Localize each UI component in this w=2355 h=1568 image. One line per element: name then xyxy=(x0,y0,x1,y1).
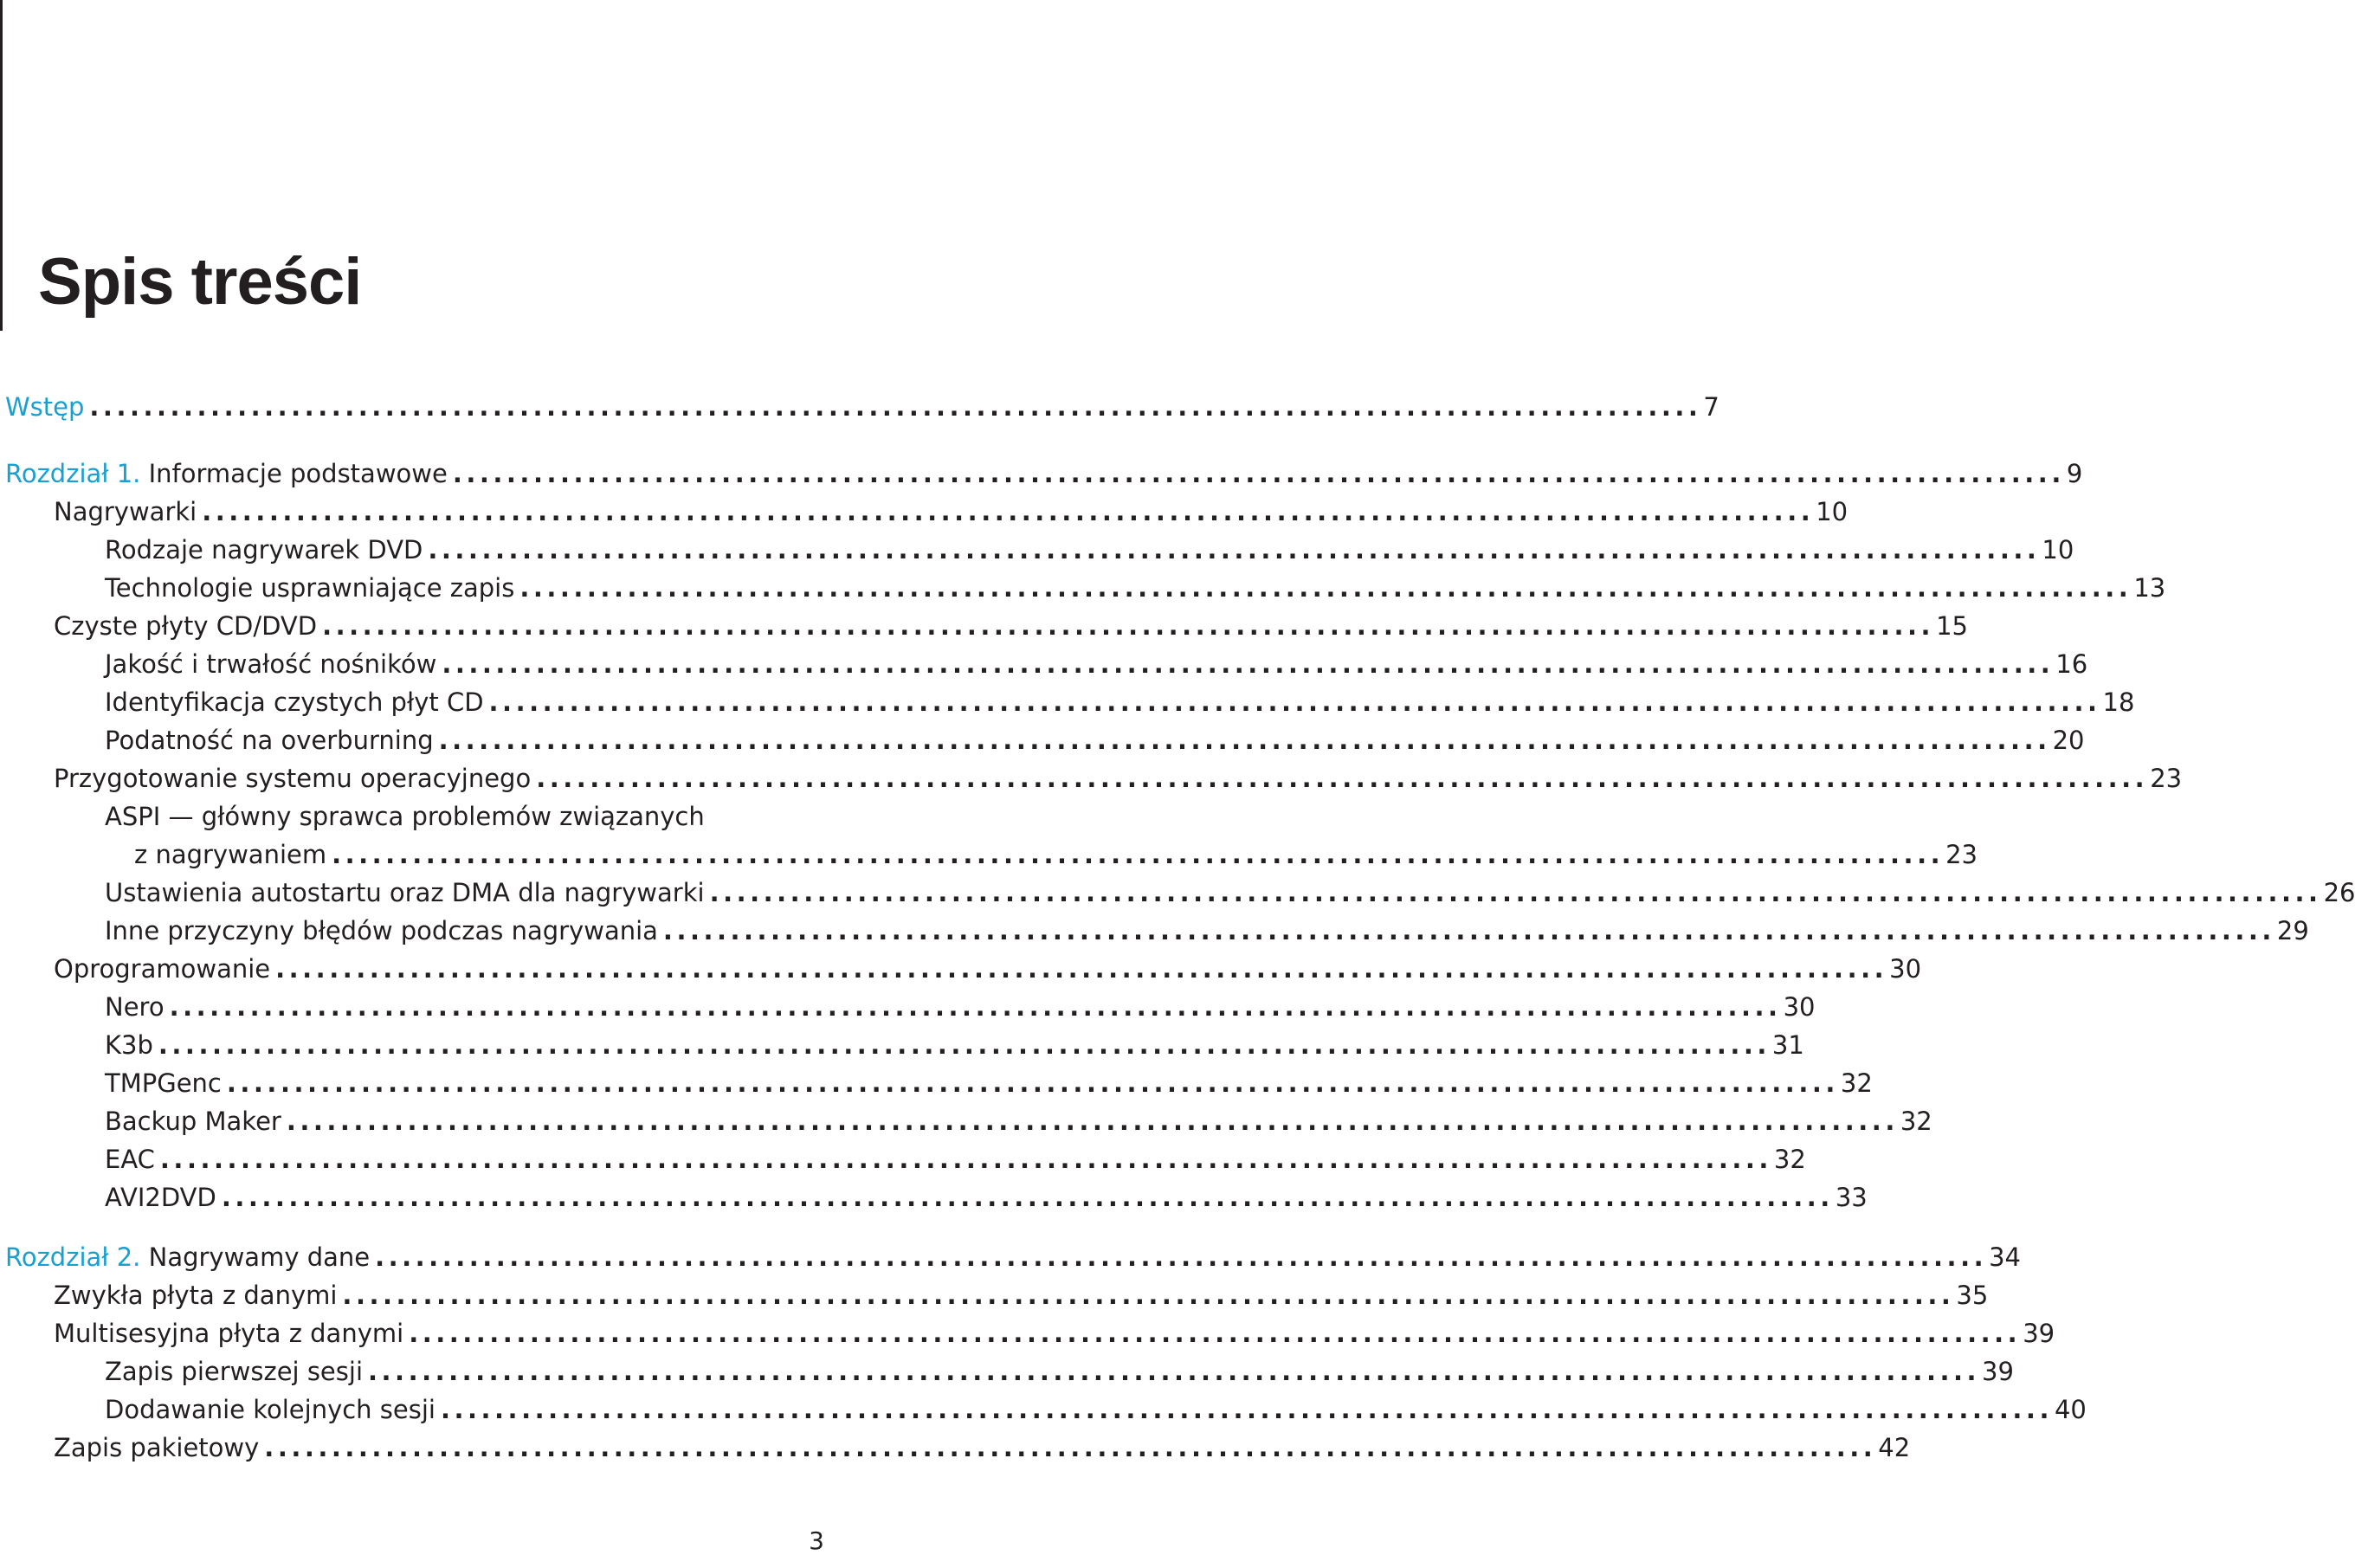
toc-page-number: 35 xyxy=(1956,1281,1989,1310)
toc-page-number: 30 xyxy=(1889,954,1922,984)
toc-leader-dots: ........................................................................................................................ xyxy=(159,1145,1772,1174)
toc-page-number: 18 xyxy=(2102,687,2135,717)
toc-entry-text: TMPGenc xyxy=(105,1068,222,1098)
toc-leader-dots: ........................................................................................................................ xyxy=(428,535,2041,565)
toc-entry xyxy=(105,1145,1806,1174)
toc-page-number: 23 xyxy=(2150,764,2183,793)
toc-entry-text: Czyste płyty CD/DVD xyxy=(54,611,318,641)
toc-page-number: 31 xyxy=(1771,1030,1804,1060)
toc-entry xyxy=(134,840,1978,869)
toc-entry-title xyxy=(54,611,322,641)
toc-entry-title xyxy=(5,1242,375,1272)
toc-leader-dots: ........................................................................................................................ xyxy=(89,392,1702,422)
toc-entry-text: Ustawienia autostartu oraz DMA dla nagrywarki xyxy=(105,878,705,907)
toc-page-number: 10 xyxy=(2042,535,2074,565)
toc-leader-dots: ........................................................................................................................ xyxy=(221,1183,1834,1212)
toc-entry-text: AVI2DVD xyxy=(105,1183,216,1212)
toc-entry xyxy=(54,611,1968,641)
toc-entry xyxy=(105,687,2135,717)
toc-leader-dots: ........................................................................................................................ xyxy=(536,764,2149,793)
toc-entry xyxy=(54,1319,2055,1348)
toc-entry-title xyxy=(105,1185,222,1210)
toc-leader-dots: ........................................................................................................................ xyxy=(342,1281,1955,1310)
toc-entry-text: EAC xyxy=(105,1145,155,1174)
toc-leader-dots: ........................................................................................................................ xyxy=(275,954,1888,984)
toc-entry-title xyxy=(105,1068,227,1098)
toc-entry xyxy=(105,804,826,829)
toc-leader-dots: ........................................................................................................................ xyxy=(442,649,2055,679)
toc-entry-title xyxy=(54,1283,342,1308)
toc-entry xyxy=(105,573,2166,603)
toc-entry-title xyxy=(105,804,710,829)
toc-entry-title xyxy=(134,842,332,868)
toc-entry xyxy=(5,392,1719,422)
toc-page-number: 23 xyxy=(1945,840,1978,869)
toc-entry-title xyxy=(54,497,202,526)
toc-entry-text: Zwykła płyta z danymi xyxy=(54,1281,338,1310)
toc-page-number: 30 xyxy=(1783,992,1816,1022)
toc-leader-dots: ........................................................................................................................ xyxy=(409,1319,2022,1348)
toc-entry xyxy=(105,649,2088,679)
toc-entry-text: K3b xyxy=(105,1030,153,1060)
toc-entry xyxy=(105,1030,1804,1060)
toc-entry-text: Oprogramowanie xyxy=(54,954,271,984)
toc-entry-title xyxy=(105,1030,158,1060)
toc-entry-title xyxy=(54,1433,264,1462)
toc-entry-title xyxy=(105,687,489,717)
toc-entry xyxy=(105,1183,1868,1212)
toc-page-number: 16 xyxy=(2055,649,2088,679)
toc-page-number: 13 xyxy=(2133,573,2166,603)
toc-entry xyxy=(105,535,2074,565)
toc-entry xyxy=(105,878,2355,907)
toc-leader-dots: ........................................................................................................................ xyxy=(375,1242,1988,1272)
toc-entry-title xyxy=(5,461,453,487)
toc-entry-prefix: Wstęp xyxy=(5,392,85,422)
toc-entry-text: Zapis pierwszej sesji xyxy=(105,1357,364,1386)
toc-leader-dots: ........................................................................................................................ xyxy=(202,497,1815,526)
toc-entry xyxy=(54,764,2183,793)
toc-page-number: 32 xyxy=(1773,1145,1806,1174)
toc-leader-dots: ........................................................................................................................ xyxy=(169,992,1782,1022)
toc-leader-dots: ........................................................................................................................ xyxy=(322,611,1935,641)
toc-entry-title xyxy=(54,1321,409,1346)
toc-entry-title xyxy=(105,1397,441,1423)
toc-entry-title xyxy=(5,392,89,422)
toc-entry-title xyxy=(105,878,710,907)
toc-entry-title xyxy=(105,573,519,603)
toc-entry-title xyxy=(105,916,663,945)
toc-page-number: 34 xyxy=(1989,1242,2022,1272)
toc-entry xyxy=(54,1281,1989,1310)
toc-page-number: 15 xyxy=(1936,611,1968,641)
toc-leader-dots: ........................................................................................................................ xyxy=(226,1068,1839,1098)
toc-page-number: 40 xyxy=(2054,1395,2087,1424)
toc-entry xyxy=(105,1068,1873,1098)
toc-leader-dots: ........................................................................................................................ xyxy=(452,459,2065,488)
toc-entry-text: Identyfikacja czystych płyt CD xyxy=(105,687,484,717)
toc-entry-title xyxy=(54,954,275,984)
toc-entry xyxy=(105,992,1816,1022)
toc-entry xyxy=(105,1107,1932,1136)
toc-entry-title xyxy=(105,728,439,753)
toc-leader-dots: ........................................................................................................................ xyxy=(332,840,1945,869)
toc-page-number: 29 xyxy=(2276,916,2309,945)
toc-page-number: 10 xyxy=(1816,497,1849,526)
toc-entry-text: z nagrywaniem xyxy=(134,840,327,869)
toc-entry-text: Informacje podstawowe xyxy=(140,459,448,488)
toc-entry-text: Nagrywamy dane xyxy=(140,1242,371,1272)
toc-page-number: 9 xyxy=(2066,459,2083,488)
toc-leader-dots: ........................................................................................................................ xyxy=(488,687,2101,717)
toc-leader-dots: ........................................................................................................................ xyxy=(158,1030,1771,1060)
toc-page-number: 7 xyxy=(1703,392,1719,422)
toc-entry-text: Inne przyczyny błędów podczas nagrywania xyxy=(105,916,658,945)
toc-entry-prefix: Rozdział 1. xyxy=(5,459,141,488)
toc-entry-text: Podatność na overburning xyxy=(105,726,434,755)
toc-entry-title xyxy=(54,766,536,791)
toc-entry xyxy=(54,954,1922,984)
toc-entry xyxy=(105,916,2309,945)
toc-entry-title xyxy=(105,649,442,679)
toc-entry xyxy=(105,726,2085,755)
toc-page-number: 39 xyxy=(1982,1357,2014,1386)
toc-leader-dots: ........................................................................................................................ xyxy=(368,1357,1981,1386)
toc-page-number: 32 xyxy=(1900,1107,1932,1136)
toc-entry xyxy=(5,1242,2022,1272)
toc-entry xyxy=(105,1357,2014,1386)
toc-page-number: 26 xyxy=(2323,878,2355,907)
page-number: 3 xyxy=(809,1526,824,1555)
toc-leader-dots: ........................................................................................................................ xyxy=(519,573,2132,603)
toc-entry-text: Backup Maker xyxy=(105,1107,281,1136)
toc-leader-dots: ........................................................................................................................ xyxy=(662,916,2275,945)
toc-page-number: 20 xyxy=(2052,726,2085,755)
toc-page-number: 33 xyxy=(1835,1183,1868,1212)
toc-entry xyxy=(105,1395,2087,1424)
toc-entry-text: ASPI — główny sprawca problemów związanych xyxy=(105,802,705,831)
toc-entry-text: Dodawanie kolejnych sesji xyxy=(105,1395,436,1424)
toc-page-number: 42 xyxy=(1878,1433,1911,1462)
toc-entry-title xyxy=(105,992,170,1022)
toc-entry-text: Multisesyjna płyta z danymi xyxy=(54,1319,404,1348)
toc-entry-text: Nagrywarki xyxy=(54,497,197,526)
toc-entry-title xyxy=(105,535,428,565)
toc-page-number: 32 xyxy=(1840,1068,1873,1098)
toc-leader-dots: ........................................................................................................................ xyxy=(286,1107,1899,1136)
toc-entry-prefix: Rozdział 2. xyxy=(5,1242,141,1272)
toc-leader-dots: ........................................................................................................................ xyxy=(440,1395,2053,1424)
toc-entry-title xyxy=(105,1359,368,1384)
toc-leader-dots: ........................................................................................................................ xyxy=(264,1433,1877,1462)
toc-entry xyxy=(54,497,1849,526)
toc-entry xyxy=(5,459,2083,488)
toc-entry-text: Przygotowanie systemu operacyjnego xyxy=(54,764,532,793)
toc-entry-text: Rodzaje nagrywarek DVD xyxy=(105,535,423,565)
toc-entry-title xyxy=(105,1147,160,1172)
toc-entry-text: Jakość i trwałość nośników xyxy=(105,649,437,679)
toc-leader-dots: ........................................................................................................................ xyxy=(438,726,2051,755)
toc-page-number: 39 xyxy=(2023,1319,2055,1348)
toc-entry-title xyxy=(105,1109,287,1134)
toc-entry-text: Technologie usprawniające zapis xyxy=(105,573,515,603)
toc-entry-text: Zapis pakietowy xyxy=(54,1433,260,1462)
toc-entry-text: Nero xyxy=(105,992,165,1022)
toc-entry xyxy=(54,1433,1911,1462)
toc-leader-dots: ........................................................................................................................ xyxy=(709,878,2322,907)
page-title: Spis treści xyxy=(38,245,362,319)
